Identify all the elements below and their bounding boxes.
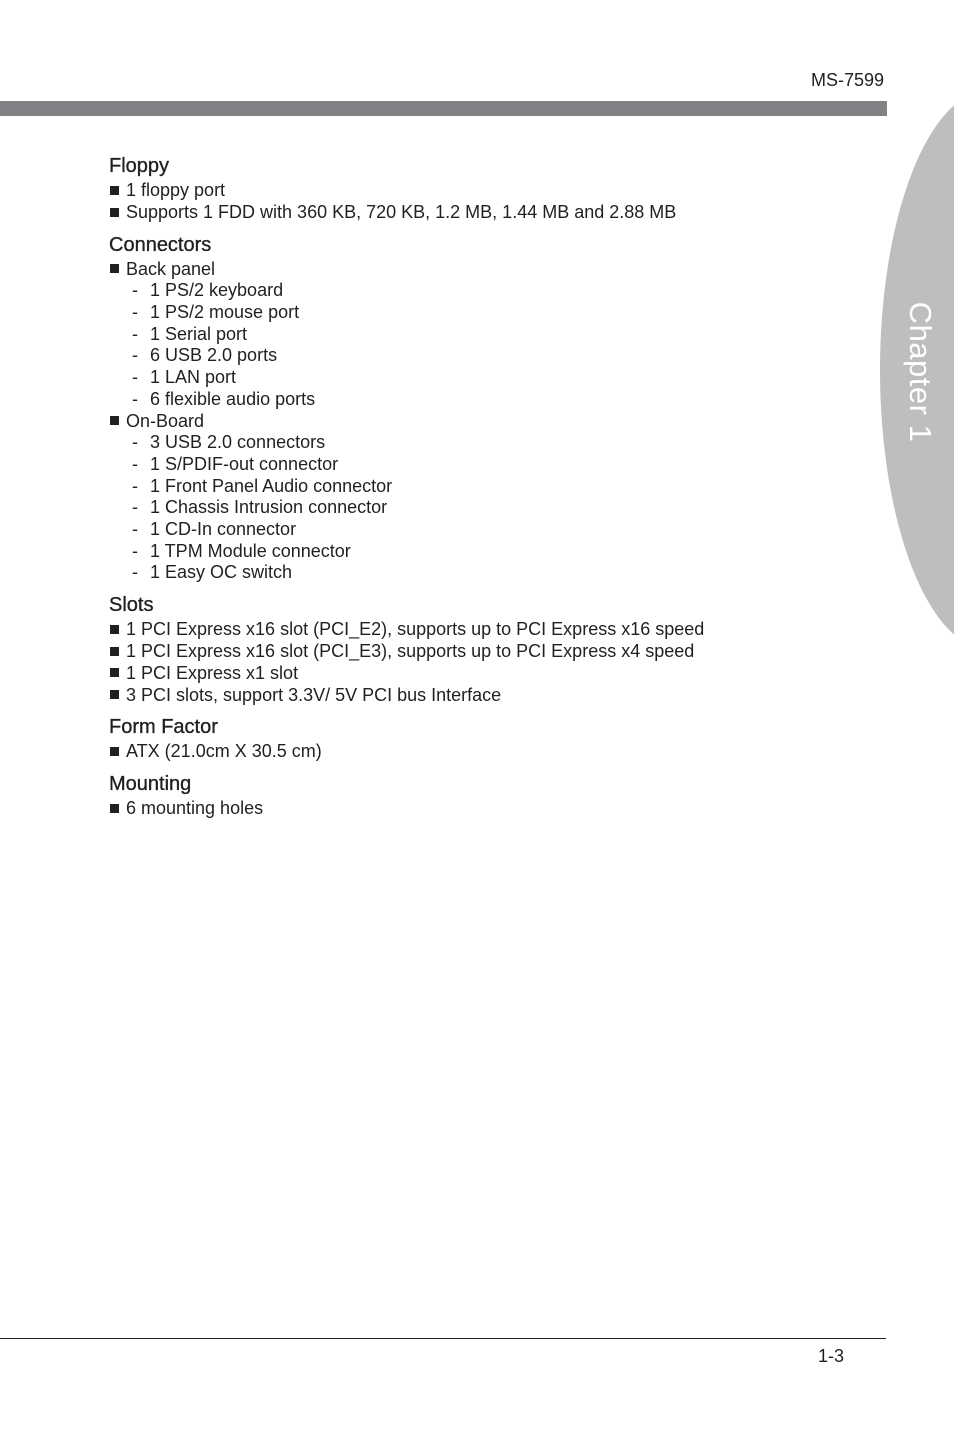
sub-item — [109, 454, 869, 476]
sub-item — [109, 562, 869, 584]
bullet-icon — [110, 647, 119, 656]
sub-item — [109, 345, 869, 367]
item-text: 1 TPM Module connector — [150, 540, 351, 561]
bullet-icon — [110, 264, 119, 273]
section-floppy — [109, 152, 869, 224]
chapter-label: Chapter 1 — [903, 301, 938, 443]
item-text: 3 PCI slots, support 3.3V/ 5V PCI bus Interface — [126, 684, 502, 705]
section-title: Mounting — [109, 773, 192, 796]
item-text: 6 USB 2.0 ports — [150, 345, 278, 366]
bullet-icon — [110, 186, 119, 195]
sub-item — [109, 519, 869, 541]
dash-icon: - — [132, 454, 138, 474]
item-text: 1 PS/2 mouse port — [150, 302, 300, 323]
section-title: Slots — [109, 594, 154, 617]
section-title: Floppy — [109, 155, 170, 177]
bullet-list — [109, 259, 869, 585]
bullet-list — [109, 180, 869, 224]
dash-icon: - — [132, 302, 138, 323]
sub-item — [109, 324, 869, 346]
item-text: Supports 1 FDD with 360 KB, 720 KB, 1.2 MB, 1.44 MB and 2.88 MB — [126, 201, 677, 222]
item-text: 1 PCI Express x16 slot (PCI_E3), supports up to PCI Express x4 speed — [126, 640, 695, 661]
list-item — [109, 259, 869, 281]
item-text: 1 CD-In connector — [150, 519, 297, 540]
item-text: 1 floppy port — [126, 180, 226, 200]
item-text: On-Board — [126, 410, 205, 431]
sub-item — [109, 497, 869, 519]
bullet-icon — [110, 416, 119, 425]
sub-item — [109, 302, 869, 324]
list-item — [109, 741, 869, 763]
list-item — [109, 685, 869, 707]
item-text: 1 PS/2 keyboard — [150, 280, 284, 301]
item-text: 1 PCI Express x16 slot (PCI_E2), supports up to PCI Express x16 speed — [126, 619, 705, 640]
section-slots — [109, 591, 869, 706]
dash-icon: - — [132, 475, 138, 496]
dash-icon: - — [132, 432, 138, 453]
sub-item — [109, 367, 869, 389]
list-item — [109, 619, 869, 641]
bullet-icon — [110, 690, 119, 699]
item-text: 1 Serial port — [150, 323, 248, 344]
spec-content — [109, 152, 869, 827]
model-number: MS-7599 — [810, 70, 884, 90]
dash-icon: - — [132, 562, 138, 583]
item-text: 1 S/PDIF-out connector — [150, 454, 339, 474]
dash-icon: - — [132, 519, 138, 540]
sub-item — [109, 541, 869, 563]
bullet-icon — [110, 208, 119, 217]
item-text: 6 mounting holes — [126, 798, 264, 819]
section-title: Form Factor — [109, 716, 218, 739]
list-item — [109, 641, 869, 663]
dash-icon: - — [132, 280, 138, 301]
list-item — [109, 411, 869, 433]
item-text: 1 PCI Express x1 slot — [126, 662, 299, 683]
sub-item — [109, 432, 869, 454]
list-item — [109, 180, 869, 202]
bullet-list — [109, 619, 869, 706]
list-item — [109, 202, 869, 224]
sub-item — [109, 476, 869, 498]
section-form-factor — [109, 713, 869, 763]
item-text: 1 Chassis Intrusion connector — [150, 497, 388, 518]
section-mounting — [109, 770, 869, 820]
dash-icon: - — [132, 540, 138, 561]
footer-rule — [0, 1338, 886, 1339]
dash-icon: - — [132, 497, 138, 518]
item-text: 3 USB 2.0 connectors — [150, 432, 326, 453]
dash-icon: - — [132, 345, 138, 366]
dash-icon: - — [132, 323, 138, 344]
list-item — [109, 798, 869, 820]
bullet-icon — [110, 804, 119, 813]
section-connectors — [109, 231, 869, 585]
item-text: 1 Easy OC switch — [150, 562, 293, 583]
bullet-list — [109, 741, 869, 763]
list-item — [109, 663, 869, 685]
section-title: Connectors — [109, 233, 212, 256]
page-number: 1-3 — [818, 1346, 845, 1366]
dash-icon: - — [132, 388, 138, 409]
bullet-icon — [110, 625, 119, 634]
bullet-icon — [110, 747, 119, 756]
item-text: Back panel — [126, 258, 216, 279]
bullet-icon — [110, 668, 119, 677]
sub-item — [109, 280, 869, 302]
item-text: 1 LAN port — [150, 367, 237, 388]
item-text: 1 Front Panel Audio connector — [150, 475, 393, 496]
item-text: 6 flexible audio ports — [150, 388, 316, 409]
item-text: ATX (21.0cm X 30.5 cm) — [126, 741, 322, 762]
header-bar — [0, 101, 887, 116]
bullet-list — [109, 798, 869, 820]
sub-item — [109, 389, 869, 411]
dash-icon: - — [132, 367, 138, 388]
